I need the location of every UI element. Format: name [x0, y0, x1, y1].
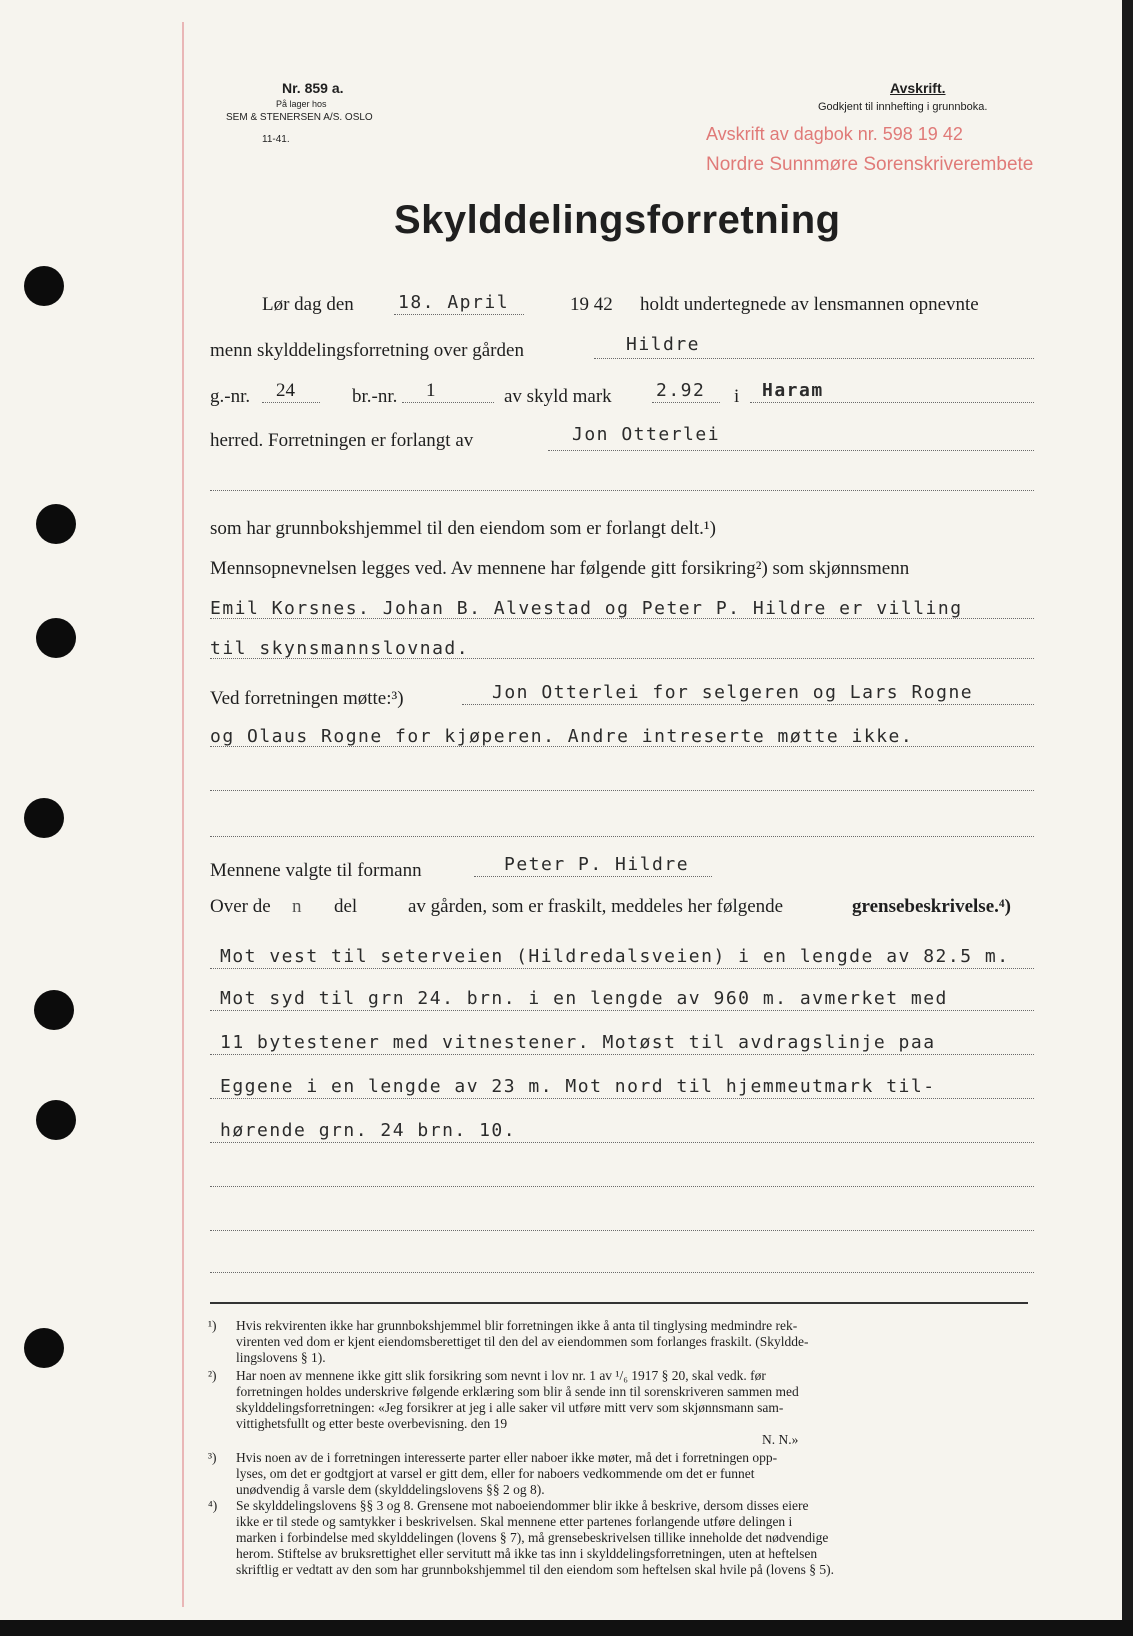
attendance-label: Ved forretningen møtte:³) [210, 688, 404, 709]
part-text-n: n [292, 896, 302, 917]
date-value: 18. April [398, 292, 510, 313]
footnote-rule [210, 1302, 1028, 1304]
punch-hole [36, 618, 76, 658]
description-blank-5 [210, 1142, 1034, 1143]
description-blank-1 [210, 968, 1034, 969]
punch-hole [24, 1328, 64, 1368]
description-blank-2 [210, 1010, 1034, 1011]
punch-hole [24, 798, 64, 838]
margin-rule [182, 22, 184, 1607]
footnote-line: Hvis noen av de i forretningen interesserte parter eller naboer ikke møter, må det i forretningen opp- [236, 1450, 778, 1465]
description-blank-3 [210, 1054, 1034, 1055]
part-text-c: av gården, som er fraskilt, meddeles her følgende [408, 896, 784, 917]
punch-hole [34, 990, 74, 1030]
men-line-1: Emil Korsnes. Johan B. Alvestad og Peter P. Hildre er villing [210, 598, 963, 619]
footnote-marker: ³) [208, 1450, 217, 1465]
scan-edge [0, 1620, 1133, 1636]
line2-text: menn skylddelingsforretning over gården [210, 340, 524, 361]
description-line-2: Mot syd til grn 24. brn. i en lengde av 960 m. avmerket med [220, 988, 948, 1009]
copy-label: Avskrift. [890, 80, 946, 96]
publisher-line-1: På lager hos [276, 99, 327, 109]
approval-note: Godkjent til innhefting i grunnboka. [818, 101, 988, 113]
herred-blank [750, 402, 1034, 403]
footnote-line: lingslovens § 1). [236, 1350, 326, 1365]
gnr-label: g.-nr. [210, 386, 251, 407]
hjemmel-text: som har grunnbokshjemmel til den eiendom som er forlangt delt.¹) [210, 518, 716, 539]
blank-line [210, 1272, 1034, 1273]
description-line-4: Eggene i en lengde av 23 m. Mot nord til hjemmeutmark til- [220, 1076, 936, 1097]
dagbok-stamp: Avskrift av dagbok nr. 598 19 42 [706, 124, 963, 144]
form-number: Nr. 859 a. [282, 80, 344, 96]
footnote-signature: N. N.» [762, 1432, 799, 1447]
office-stamp: Nordre Sunnmøre Sorenskriverembete [706, 154, 1034, 175]
footnote-line: ikke er til stede og samtykker i beskrivelsen. Skal mennene etter partenes forlangende utføre delingen i [236, 1514, 793, 1529]
weekday-text: Lør dag den [262, 294, 354, 315]
footnote-marker: ⁴) [208, 1498, 218, 1513]
skyld-blank [652, 402, 720, 403]
attendance-blank-1 [462, 704, 1034, 705]
punch-hole [36, 1100, 76, 1140]
chairman-name: Peter P. Hildre [504, 854, 690, 875]
bnr-blank [402, 402, 494, 403]
blank-line [210, 836, 1034, 837]
attendance-line-1: Jon Otterlei for selgeren og Lars Rogne [492, 682, 974, 703]
footnote-line: Hvis rekvirenten ikke har grunnbokshjemmel blir forretningen ikke å anta til tinglysing medmindre rek- [236, 1318, 798, 1333]
line1-text: holdt undertegnede av lensmannen opnevnte [640, 294, 979, 315]
form-date: 11-41. [262, 134, 290, 145]
footnote-line: skylddelingsforretningen: «Jeg forsikrer at jeg i alle saker vil utføre mitt verv som skjønnsmann sam- [236, 1400, 784, 1415]
footnote-line: herom. Stiftelse av bruksrettighet eller servitutt må ikke tas inn i skylddelingsforretningen, uten at heftelsen [236, 1546, 818, 1561]
blank-line [210, 1230, 1034, 1231]
farm-name: Hildre [626, 334, 701, 355]
footnote-line: virenten ved dom er kjent eiendomsberettiget til den del av eiendommen som forlanges fraskilt. (Skyldde- [236, 1334, 809, 1349]
year-value: 19 42 [570, 294, 613, 315]
skyld-value: 2.92 [656, 380, 706, 401]
date-blank [394, 314, 524, 315]
description-blank-4 [210, 1098, 1034, 1099]
bnr-label: br.-nr. [352, 386, 398, 407]
description-line-3: 11 bytestener med vitnestener. Motøst til avdragslinje paa [220, 1032, 936, 1053]
footnote-line: lyses, om det er godtgjort at varsel er gitt dem, eller for naboers vedkommende om det er funnet [236, 1466, 755, 1481]
i-label: i [734, 386, 740, 407]
men-line-2: til skynsmannslovnad. [210, 638, 470, 659]
attendance-line-2: og Olaus Rogne for kjøperen. Andre intreserte møtte ikke. [210, 726, 914, 747]
footnote-line: Har noen av mennene ikke gitt slik forsikring som nevnt i lov nr. 1 av ¹/₆ 1917 § 20, skal vedk. før [236, 1368, 766, 1383]
footnote-marker: ¹) [208, 1318, 217, 1333]
punch-hole [36, 504, 76, 544]
part-text-b: del [334, 896, 358, 917]
punch-hole [24, 266, 64, 306]
document-title: Skylddelingsforretning [394, 198, 841, 242]
description-line-1: Mot vest til seterveien (Hildredalsveien) i en lengde av 82.5 m. [220, 946, 1010, 967]
requested-by-label: herred. Forretningen er forlangt av [210, 430, 474, 451]
footnote-line: forretningen holdes underskrive følgende erklæring som blir å sende inn til sorenskriveren sammen med [236, 1384, 799, 1399]
footnote-line: skriftlig er vedtatt av den som har grunnbokshjemmel til den eiendom som heftelsen skal hvile på (lovens § 5). [236, 1562, 834, 1577]
gnr-value: 24 [276, 380, 295, 401]
chairman-blank [474, 876, 712, 877]
bnr-value: 1 [426, 380, 436, 401]
boundary-heading: grensebeskrivelse.⁴) [852, 896, 1011, 917]
farm-blank [594, 358, 1034, 359]
herred-name: Haram [762, 380, 824, 401]
blank-line [210, 790, 1034, 791]
footnote-line: Se skylddelingslovens §§ 3 og 8. Grensene mot naboeiendommer blir ikke å beskrive, dersom disses eiere [236, 1498, 809, 1513]
publisher-line-2: SEM & STENERSEN A/S. OSLO [226, 112, 373, 123]
opnevnelse-text: Mennsopnevnelsen legges ved. Av mennene har følgende gitt forsikring²) som skjønnsmenn [210, 558, 910, 579]
footnote-line: marken i forbindelse med skylddelingen (lovens § 7), må grensebeskrivelsen tillike inneholde det nødvendige [236, 1530, 829, 1545]
blank-line [210, 1186, 1034, 1187]
chairman-label: Mennene valgte til formann [210, 860, 422, 881]
skyld-label: av skyld mark [504, 386, 612, 407]
footnote-marker: ²) [208, 1368, 217, 1383]
footnote-line: unødvendig å varsle dem (skylddelingslovens §§ 2 og 8). [236, 1482, 545, 1497]
requester-name: Jon Otterlei [572, 424, 721, 445]
requester-blank [548, 450, 1034, 451]
gnr-blank [262, 402, 320, 403]
footnote-line: vittighetsfullt og etter beste overbevisning. den 19 [236, 1416, 508, 1431]
part-text-a: Over de [210, 896, 271, 917]
blank-line [210, 490, 1034, 491]
description-line-5: hørende grn. 24 brn. 10. [220, 1120, 517, 1141]
